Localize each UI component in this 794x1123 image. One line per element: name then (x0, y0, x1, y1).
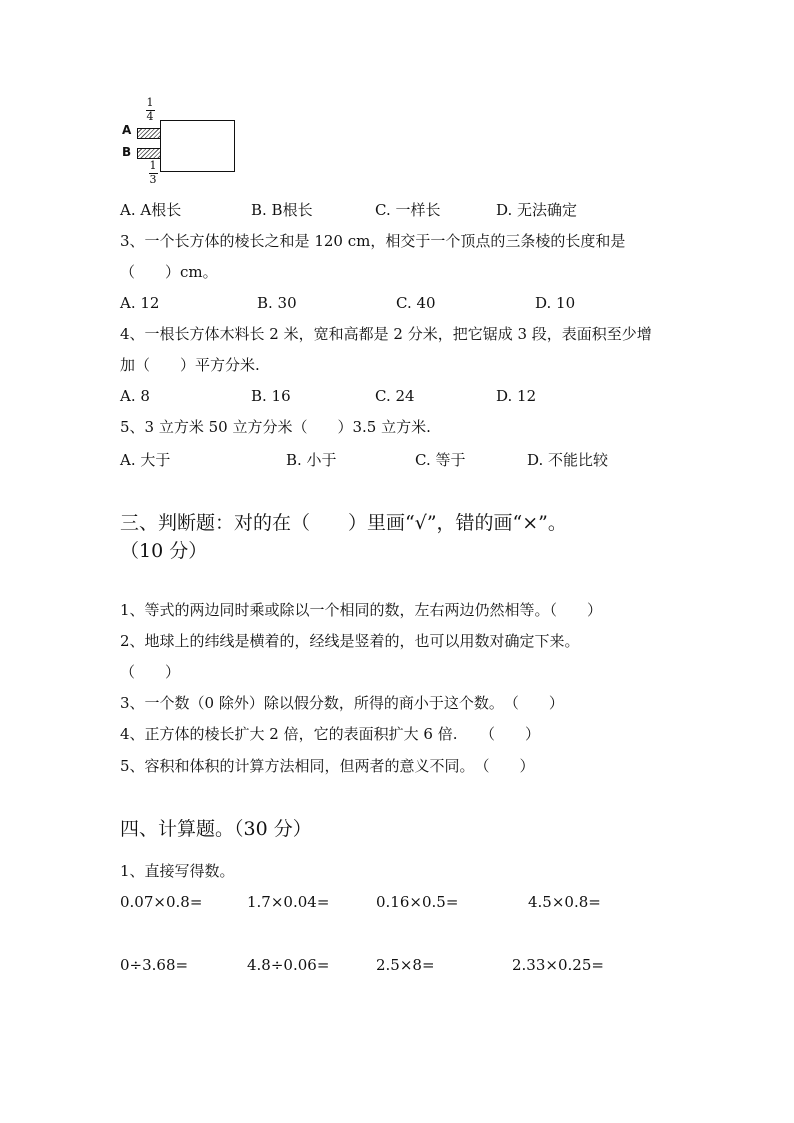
section3-score: （10 分） (120, 540, 208, 562)
q4-text-line1: 4、一根长方体木料长 2 米，宽和高都是 2 分米，把它锯成 3 段，表面积至少增 (120, 325, 652, 343)
q4-option-d: D. 12 (496, 387, 537, 405)
water-container (160, 120, 235, 172)
calc-r2-4: 2.33×0.25= (512, 956, 604, 974)
top-frac-den: 4 (146, 110, 154, 123)
q4-option-b: B. 16 (251, 387, 291, 405)
q5-text: 5、3 立方米 50 立方分米（ ）3.5 立方米. (120, 418, 431, 436)
q5-option-b: B. 小于 (286, 451, 337, 469)
q3-option-b: B. 30 (257, 294, 297, 312)
q5-option-a: A. 大于 (120, 451, 171, 469)
label-b: B (122, 145, 132, 159)
stick-b-hatched (137, 148, 161, 159)
calc-r1-4: 4.5×0.8= (528, 893, 601, 911)
calc-r1-1: 0.07×0.8= (120, 893, 203, 911)
q2-option-a: A. A根长 (120, 201, 182, 219)
q2-option-c: C. 一样长 (375, 201, 441, 219)
bottom-frac-num: 1 (149, 159, 157, 172)
q5-option-c: C. 等于 (415, 451, 466, 469)
calc-r2-2: 4.8÷0.06= (247, 956, 330, 974)
calc-r2-3: 2.5×8= (376, 956, 435, 974)
judge-item-3: 3、一个数（0 除外）除以假分数，所得的商小于这个数。 （ ） (120, 694, 564, 712)
judge-item-1: 1、等式的两边同时乘或除以一个相同的数，左右两边仍然相等。（ ） (120, 601, 603, 619)
bottom-frac-den: 3 (149, 173, 157, 186)
q3-option-a: A. 12 (120, 294, 160, 312)
section4-sub1: 1、直接写得数。 (120, 862, 235, 880)
q2-option-d: D. 无法确定 (496, 201, 578, 219)
section4-title: 四、计算题。（30 分） (120, 818, 312, 840)
label-a: A (122, 123, 132, 137)
q3-text-line1: 3、一个长方体的棱长之和是 120 cm，相交于一个顶点的三条棱的长度和是 (120, 232, 626, 250)
calc-r1-3: 0.16×0.5= (376, 893, 459, 911)
judge-item-2: 2、地球上的纬线是横着的，经线是竖着的，也可以用数对确定下来。 (120, 632, 580, 650)
judge-item-5: 5、容积和体积的计算方法相同，但两者的意义不同。 （ ） (120, 757, 535, 775)
calc-r2-1: 0÷3.68= (120, 956, 189, 974)
q3-option-c: C. 40 (396, 294, 436, 312)
q4-option-c: C. 24 (375, 387, 415, 405)
q4-option-a: A. 8 (120, 387, 150, 405)
q5-option-d: D. 不能比较 (527, 451, 609, 469)
section3-title: 三、判断题：对的在（ ）里画“√”，错的画“×”。 (120, 512, 567, 534)
q4-text-line2: 加（ ）平方分米. (120, 356, 260, 374)
calc-r1-2: 1.7×0.04= (247, 893, 330, 911)
stick-a-hatched (137, 128, 161, 139)
q3-text-line2: （ ）cm。 (120, 263, 218, 281)
top-frac-num: 1 (146, 96, 154, 109)
q3-option-d: D. 10 (535, 294, 576, 312)
judge-item-4: 4、正方体的棱长扩大 2 倍，它的表面积扩大 6 倍. （ ） (120, 725, 540, 743)
q2-option-b: B. B根长 (251, 201, 313, 219)
judge-item-2-answer: （ ） (120, 663, 181, 681)
